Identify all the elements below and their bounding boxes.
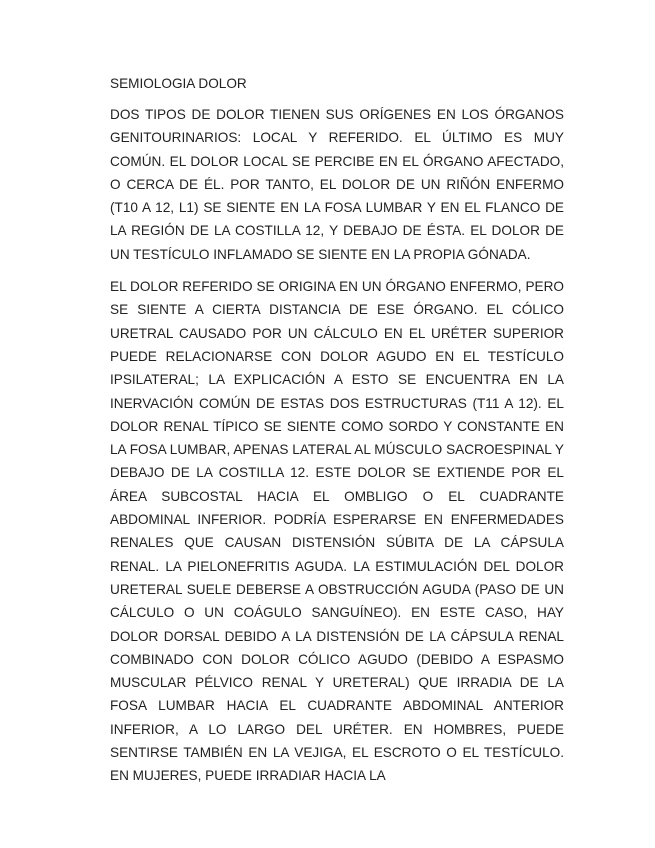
document-body	[110, 72, 564, 797]
document-title: SEMIOLOGIA DOLOR	[110, 76, 247, 91]
paragraph-referred-pain: EL DOLOR REFERIDO SE ORIGINA EN UN ÓRGANO ENFERMO, PERO SE SIENTE A CIERTA DISTANCIA DE ESE ÓRGANO. EL CÓLICO URETRAL CAUSADO POR UN CÁLCULO EN EL URÉTER SUPERIOR PUEDE RELACIONARSE CON DOLOR AGUDO EN EL TESTÍCULO IPSILATERAL; LA EXPLICACIÓN A ESTO SE ENCUENTRA EN LA INERVACIÓN COMÚN DE ESTAS DOS ESTRUCTURAS (T11 A 12). EL DOLOR RENAL TÍPICO SE SIENTE COMO SORDO Y CONSTANTE EN LA FOSA LUMBAR, APENAS LATERAL AL MÚSCULO SACROESPINAL Y DEBAJO DE LA COSTILLA 12. ESTE DOLOR SE EXTIENDE POR EL ÁREA SUBCOSTAL HACIA EL OMBLIGO O EL CUADRANTE ABDOMINAL INFERIOR. PODRÍA ESPERARSE EN ENFERMEDADES RENALES QUE CAUSAN DISTENSIÓN SÚBITA DE LA CÁPSULA RENAL. LA PIELONEFRITIS AGUDA. LA ESTIMULACIÓN DEL DOLOR URETERAL SUELE DEBERSE A OBSTRUCCIÓN AGUDA (PASO DE UN CÁLCULO O UN COÁGULO SANGUÍNEO). EN ESTE CASO, HAY DOLOR DORSAL DEBIDO A LA DISTENSIÓN DE LA CÁPSULA RENAL COMBINADO CON DOLOR CÓLICO AGUDO (DEBIDO A ESPASMO MUSCULAR PÉLVICO RENAL Y URETERAL) QUE IRRADIA DE LA FOSA LUMBAR HACIA EL CUADRANTE ABDOMINAL ANTERIOR INFERIOR, A LO LARGO DEL URÉTER. EN HOMBRES, PUEDE SENTIRSE TAMBIÉN EN LA VEJIGA, EL ESCROTO O EL TESTÍCULO. EN MUJERES, PUEDE IRRADIAR HACIA LA	[110, 279, 564, 784]
paragraph-local-pain: DOS TIPOS DE DOLOR TIENEN SUS ORÍGENES EN LOS ÓRGANOS GENITOURINARIOS: LOCAL Y REFERIDO. EL ÚLTIMO ES MUY COMÚN. EL DOLOR LOCAL SE PERCIBE EN EL ÓRGANO AFECTADO, O CERCA DE ÉL. POR TANTO, EL DOLOR DE UN RIÑÓN ENFERMO (T10 A 12, L1) SE SIENTE EN LA FOSA LUMBAR Y EN EL FLANCO DE LA REGIÓN DE LA COSTILLA 12, Y DEBAJO DE ÉSTA. EL DOLOR DE UN TESTÍCULO INFLAMADO SE SIENTE EN LA PROPIA GÓNADA.	[110, 107, 564, 262]
